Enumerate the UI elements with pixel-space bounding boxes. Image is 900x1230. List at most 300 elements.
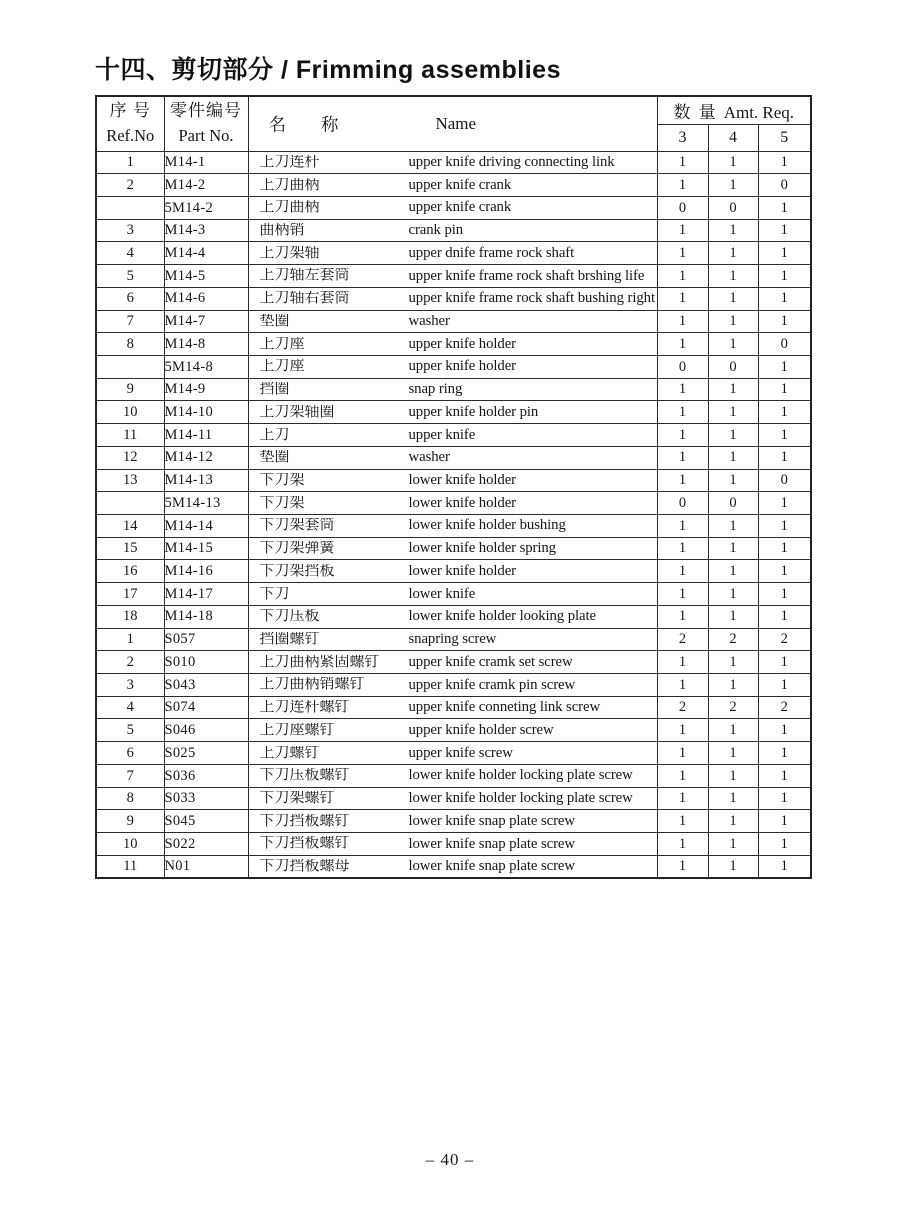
qty-5-cell: 2	[758, 696, 811, 719]
name-en: washer	[408, 313, 450, 330]
name-cell	[248, 333, 657, 356]
name-cell	[248, 674, 657, 697]
part-no-cell: S010	[164, 651, 248, 674]
name-cell	[248, 787, 657, 810]
name-en: upper knife crank	[408, 176, 512, 193]
name-zh: 上刀连杆螺钉	[259, 700, 350, 716]
ref-no-cell: 6	[96, 287, 164, 310]
part-no-cell: M14-18	[164, 605, 248, 628]
name-en: snapring screw	[408, 631, 497, 648]
qty-5-cell: 1	[758, 742, 811, 765]
ref-no-cell: 18	[96, 605, 164, 628]
qty-5-cell: 2	[758, 628, 811, 651]
table-row	[96, 560, 811, 583]
name-cell	[248, 469, 657, 492]
ref-no-cell: 5	[96, 265, 164, 288]
qty-5-cell: 1	[758, 515, 811, 538]
header-name-en: Name	[435, 113, 477, 133]
header-amt-req-zh: 数 量	[673, 102, 718, 122]
qty-4-cell: 1	[708, 583, 758, 606]
ref-no-cell: 10	[96, 833, 164, 856]
qty-4-cell: 1	[708, 855, 758, 878]
name-en: lower knife	[408, 585, 476, 602]
ref-no-cell: 4	[96, 242, 164, 265]
name-cell	[248, 219, 657, 242]
qty-4-cell: 1	[708, 378, 758, 401]
name-en: upper knife screw	[408, 744, 513, 761]
table-row	[96, 446, 811, 469]
part-no-cell: M14-10	[164, 401, 248, 424]
ref-no-cell: 1	[96, 151, 164, 174]
name-en: upper knife cramk set screw	[408, 653, 573, 670]
ref-no-cell: 2	[96, 174, 164, 197]
part-no-cell: M14-3	[164, 219, 248, 242]
qty-4-cell: 1	[708, 787, 758, 810]
part-no-cell: M14-16	[164, 560, 248, 583]
table-row	[96, 355, 811, 378]
table-row	[96, 424, 811, 447]
name-cell	[248, 833, 657, 856]
qty-4-cell: 1	[708, 651, 758, 674]
qty-5-cell: 1	[758, 424, 811, 447]
part-no-cell: S033	[164, 787, 248, 810]
table-row	[96, 855, 811, 878]
table-row	[96, 583, 811, 606]
qty-5-cell: 0	[758, 469, 811, 492]
table-row	[96, 492, 811, 515]
name-cell	[248, 446, 657, 469]
ref-no-cell: 7	[96, 310, 164, 333]
name-zh: 下刀挡板螺母	[259, 858, 350, 874]
name-cell	[248, 696, 657, 719]
qty-4-cell: 1	[708, 515, 758, 538]
part-no-cell: M14-13	[164, 469, 248, 492]
part-no-cell: 5M14-13	[164, 492, 248, 515]
part-no-cell: M14-7	[164, 310, 248, 333]
part-no-cell: S043	[164, 674, 248, 697]
name-zh: 上刀连杆	[259, 154, 320, 170]
name-cell	[248, 810, 657, 833]
qty-5-cell: 1	[758, 583, 811, 606]
name-zh: 下刀架	[259, 472, 305, 488]
name-cell	[248, 355, 657, 378]
name-zh: 上刀轴右套筒	[259, 291, 350, 307]
name-zh: 上刀架轴圈	[259, 404, 335, 420]
ref-no-cell: 10	[96, 401, 164, 424]
qty-3-cell: 1	[657, 742, 708, 765]
qty-3-cell: 1	[657, 719, 708, 742]
name-cell	[248, 719, 657, 742]
table-row	[96, 810, 811, 833]
name-zh: 上刀曲柄紧固螺钉	[259, 654, 380, 670]
table-row	[96, 401, 811, 424]
part-no-cell: N01	[164, 855, 248, 878]
part-no-cell: M14-14	[164, 515, 248, 538]
qty-5-cell: 1	[758, 605, 811, 628]
name-zh: 下刀压板螺钉	[259, 768, 350, 784]
ref-no-cell	[96, 355, 164, 378]
part-no-cell: S046	[164, 719, 248, 742]
part-no-cell: M14-2	[164, 174, 248, 197]
name-zh: 曲柄销	[259, 223, 305, 239]
part-no-cell: M14-17	[164, 583, 248, 606]
qty-3-cell: 1	[657, 310, 708, 333]
name-cell	[248, 742, 657, 765]
name-cell	[248, 424, 657, 447]
parts-table	[95, 95, 812, 879]
name-en: lower knife holder	[408, 472, 516, 489]
qty-3-cell: 1	[657, 333, 708, 356]
name-cell	[248, 174, 657, 197]
name-zh: 上刀曲柄销螺钉	[259, 677, 365, 693]
name-zh: 下刀架螺钉	[259, 791, 335, 807]
qty-5-cell: 1	[758, 219, 811, 242]
table-row	[96, 219, 811, 242]
qty-4-cell: 0	[708, 355, 758, 378]
qty-5-cell: 1	[758, 764, 811, 787]
table-row	[96, 196, 811, 219]
qty-4-cell: 1	[708, 742, 758, 765]
name-en: upper knife frame rock shaft brshing life	[408, 267, 645, 284]
name-zh: 垫圈	[259, 313, 290, 329]
qty-5-cell: 1	[758, 810, 811, 833]
parts-table-body	[96, 151, 811, 878]
name-zh: 下刀挡板螺钉	[259, 813, 350, 829]
qty-5-cell: 1	[758, 287, 811, 310]
qty-5-cell: 1	[758, 492, 811, 515]
name-cell	[248, 605, 657, 628]
name-cell	[248, 196, 657, 219]
ref-no-cell: 4	[96, 696, 164, 719]
qty-3-cell: 1	[657, 810, 708, 833]
name-cell	[248, 151, 657, 174]
ref-no-cell: 13	[96, 469, 164, 492]
table-row	[96, 469, 811, 492]
name-en: lower knife holder locking plate screw	[408, 767, 633, 784]
table-row	[96, 265, 811, 288]
qty-3-cell: 1	[657, 583, 708, 606]
name-en: upper knife cramk pin screw	[408, 676, 576, 693]
name-en: upper knife driving connecting link	[408, 153, 615, 170]
table-row	[96, 696, 811, 719]
part-no-cell: M14-9	[164, 378, 248, 401]
table-row	[96, 310, 811, 333]
name-zh: 上刀螺钉	[259, 745, 320, 761]
header-part-no	[164, 96, 248, 151]
qty-4-cell: 1	[708, 537, 758, 560]
name-zh: 上刀曲柄	[259, 177, 320, 193]
part-no-cell: M14-1	[164, 151, 248, 174]
qty-5-cell: 1	[758, 242, 811, 265]
qty-5-cell: 1	[758, 446, 811, 469]
qty-4-cell: 1	[708, 151, 758, 174]
ref-no-cell: 1	[96, 628, 164, 651]
ref-no-cell: 11	[96, 855, 164, 878]
qty-3-cell: 1	[657, 651, 708, 674]
name-zh: 下刀架	[259, 495, 305, 511]
name-en: upper dnife frame rock shaft	[408, 244, 575, 261]
name-cell	[248, 401, 657, 424]
ref-no-cell: 12	[96, 446, 164, 469]
table-row	[96, 515, 811, 538]
qty-4-cell: 1	[708, 674, 758, 697]
name-zh: 挡圈	[259, 382, 290, 398]
name-zh: 上刀座螺钉	[259, 722, 335, 738]
name-en: lower knife holder locking plate screw	[408, 790, 633, 807]
part-no-cell: M14-4	[164, 242, 248, 265]
qty-3-cell: 1	[657, 560, 708, 583]
name-en: upper knife	[408, 426, 476, 443]
qty-3-cell: 1	[657, 515, 708, 538]
qty-3-cell: 1	[657, 787, 708, 810]
header-qty-4: 4	[708, 124, 758, 151]
part-no-cell: M14-12	[164, 446, 248, 469]
name-zh: 下刀压板	[259, 609, 320, 625]
ref-no-cell: 9	[96, 378, 164, 401]
table-row	[96, 833, 811, 856]
name-cell	[248, 628, 657, 651]
table-row	[96, 787, 811, 810]
header-name	[248, 96, 657, 151]
header-name-zh: 名 称	[268, 114, 339, 135]
header-ref-no-en: Ref.No	[106, 126, 155, 146]
qty-5-cell: 1	[758, 151, 811, 174]
part-no-cell: M14-5	[164, 265, 248, 288]
name-cell	[248, 855, 657, 878]
part-no-cell: M14-11	[164, 424, 248, 447]
table-row	[96, 719, 811, 742]
qty-3-cell: 1	[657, 401, 708, 424]
part-no-cell: M14-8	[164, 333, 248, 356]
ref-no-cell: 7	[96, 764, 164, 787]
qty-5-cell: 1	[758, 787, 811, 810]
table-row	[96, 333, 811, 356]
qty-3-cell: 1	[657, 674, 708, 697]
name-zh: 上刀	[259, 427, 290, 443]
qty-4-cell: 1	[708, 219, 758, 242]
header-qty-3: 3	[657, 124, 708, 151]
ref-no-cell	[96, 196, 164, 219]
name-en: snap ring	[408, 381, 463, 398]
name-cell	[248, 242, 657, 265]
part-no-cell: M14-15	[164, 537, 248, 560]
part-no-cell: S036	[164, 764, 248, 787]
qty-4-cell: 1	[708, 265, 758, 288]
qty-4-cell: 1	[708, 719, 758, 742]
ref-no-cell	[96, 492, 164, 515]
qty-3-cell: 2	[657, 696, 708, 719]
ref-no-cell: 16	[96, 560, 164, 583]
name-en: crank pin	[408, 222, 464, 239]
qty-5-cell: 0	[758, 174, 811, 197]
table-row	[96, 287, 811, 310]
qty-5-cell: 1	[758, 310, 811, 333]
qty-3-cell: 1	[657, 833, 708, 856]
name-cell	[248, 537, 657, 560]
ref-no-cell: 11	[96, 424, 164, 447]
ref-no-cell: 17	[96, 583, 164, 606]
name-zh: 下刀架套筒	[259, 518, 335, 534]
table-row	[96, 674, 811, 697]
header-part-no-en: Part No.	[178, 126, 234, 146]
part-no-cell: S057	[164, 628, 248, 651]
ref-no-cell: 15	[96, 537, 164, 560]
name-zh: 下刀	[259, 586, 290, 602]
name-en: lower knife snap plate screw	[408, 858, 575, 875]
name-en: upper knife holder pin	[408, 403, 539, 420]
name-zh: 挡圈螺钉	[259, 631, 320, 647]
qty-3-cell: 0	[657, 355, 708, 378]
qty-4-cell: 1	[708, 287, 758, 310]
qty-4-cell: 2	[708, 696, 758, 719]
qty-4-cell: 1	[708, 401, 758, 424]
qty-5-cell: 1	[758, 401, 811, 424]
qty-4-cell: 1	[708, 810, 758, 833]
qty-5-cell: 1	[758, 719, 811, 742]
table-row	[96, 651, 811, 674]
name-cell	[248, 310, 657, 333]
parts-table-header	[96, 96, 811, 151]
qty-3-cell: 1	[657, 287, 708, 310]
qty-4-cell: 1	[708, 424, 758, 447]
name-en: lower knife holder looking plate	[408, 608, 596, 625]
qty-4-cell: 1	[708, 605, 758, 628]
name-cell	[248, 287, 657, 310]
header-amt-req	[657, 96, 811, 124]
table-row	[96, 742, 811, 765]
qty-3-cell: 1	[657, 265, 708, 288]
name-en: upper knife holder screw	[408, 721, 554, 738]
name-cell	[248, 492, 657, 515]
name-cell	[248, 378, 657, 401]
qty-3-cell: 0	[657, 492, 708, 515]
qty-3-cell: 1	[657, 855, 708, 878]
name-en: lower knife holder	[408, 494, 516, 511]
qty-5-cell: 0	[758, 333, 811, 356]
qty-4-cell: 1	[708, 333, 758, 356]
qty-3-cell: 1	[657, 174, 708, 197]
name-en: upper knife holder	[408, 358, 516, 375]
qty-4-cell: 1	[708, 174, 758, 197]
qty-5-cell: 1	[758, 651, 811, 674]
ref-no-cell: 5	[96, 719, 164, 742]
qty-4-cell: 0	[708, 492, 758, 515]
qty-4-cell: 1	[708, 560, 758, 583]
qty-3-cell: 1	[657, 219, 708, 242]
qty-4-cell: 1	[708, 469, 758, 492]
ref-no-cell: 14	[96, 515, 164, 538]
qty-5-cell: 1	[758, 378, 811, 401]
part-no-cell: M14-6	[164, 287, 248, 310]
page-number: – 40 –	[425, 1150, 475, 1169]
qty-3-cell: 1	[657, 424, 708, 447]
qty-5-cell: 1	[758, 355, 811, 378]
part-no-cell: 5M14-2	[164, 196, 248, 219]
qty-4-cell: 1	[708, 833, 758, 856]
name-en: washer	[408, 449, 450, 466]
name-en: upper knife conneting link screw	[408, 699, 601, 716]
name-zh: 下刀架挡板	[259, 563, 335, 579]
header-part-no-zh: 零件编号	[170, 101, 242, 121]
part-no-cell: 5M14-8	[164, 355, 248, 378]
header-ref-no	[96, 96, 164, 151]
qty-3-cell: 1	[657, 605, 708, 628]
name-zh: 上刀架轴	[259, 245, 320, 261]
name-zh: 垫圈	[259, 450, 290, 466]
name-en: upper knife crank	[408, 199, 512, 216]
page-title: 十四、剪切部分 / Frimming assemblies	[95, 56, 561, 84]
name-en: upper knife frame rock shaft bushing right	[408, 290, 655, 307]
header-ref-no-zh: 序 号	[109, 101, 151, 121]
qty-4-cell: 1	[708, 310, 758, 333]
table-row	[96, 764, 811, 787]
qty-3-cell: 1	[657, 378, 708, 401]
part-no-cell: S074	[164, 696, 248, 719]
qty-4-cell: 1	[708, 242, 758, 265]
ref-no-cell: 3	[96, 674, 164, 697]
ref-no-cell: 8	[96, 787, 164, 810]
table-row	[96, 378, 811, 401]
name-en: upper knife holder	[408, 335, 516, 352]
qty-5-cell: 1	[758, 674, 811, 697]
header-amt-req-en: Amt. Req.	[723, 102, 795, 122]
qty-3-cell: 1	[657, 537, 708, 560]
name-zh: 下刀架弹簧	[259, 541, 335, 557]
ref-no-cell: 6	[96, 742, 164, 765]
name-en: lower knife holder bushing	[408, 517, 566, 534]
ref-no-cell: 8	[96, 333, 164, 356]
qty-3-cell: 1	[657, 469, 708, 492]
qty-3-cell: 0	[657, 196, 708, 219]
table-row	[96, 605, 811, 628]
name-cell	[248, 651, 657, 674]
ref-no-cell: 3	[96, 219, 164, 242]
name-cell	[248, 560, 657, 583]
table-row	[96, 242, 811, 265]
qty-4-cell: 1	[708, 446, 758, 469]
qty-4-cell: 2	[708, 628, 758, 651]
qty-5-cell: 1	[758, 833, 811, 856]
table-row	[96, 628, 811, 651]
name-zh: 上刀轴左套筒	[259, 268, 350, 284]
part-no-cell: S045	[164, 810, 248, 833]
ref-no-cell: 2	[96, 651, 164, 674]
name-cell	[248, 583, 657, 606]
part-no-cell: S025	[164, 742, 248, 765]
qty-3-cell: 2	[657, 628, 708, 651]
qty-5-cell: 1	[758, 196, 811, 219]
qty-5-cell: 1	[758, 265, 811, 288]
name-zh: 上刀座	[259, 359, 305, 375]
ref-no-cell: 9	[96, 810, 164, 833]
name-cell	[248, 265, 657, 288]
qty-5-cell: 1	[758, 560, 811, 583]
name-cell	[248, 515, 657, 538]
name-zh: 上刀座	[259, 336, 305, 352]
qty-4-cell: 1	[708, 764, 758, 787]
qty-3-cell: 1	[657, 446, 708, 469]
qty-3-cell: 1	[657, 151, 708, 174]
qty-3-cell: 1	[657, 764, 708, 787]
table-row	[96, 151, 811, 174]
name-en: lower knife holder spring	[408, 540, 556, 557]
name-en: lower knife snap plate screw	[408, 812, 575, 829]
name-zh: 下刀挡板螺钉	[259, 836, 350, 852]
part-no-cell: S022	[164, 833, 248, 856]
table-row	[96, 174, 811, 197]
name-en: lower knife snap plate screw	[408, 835, 575, 852]
qty-4-cell: 0	[708, 196, 758, 219]
